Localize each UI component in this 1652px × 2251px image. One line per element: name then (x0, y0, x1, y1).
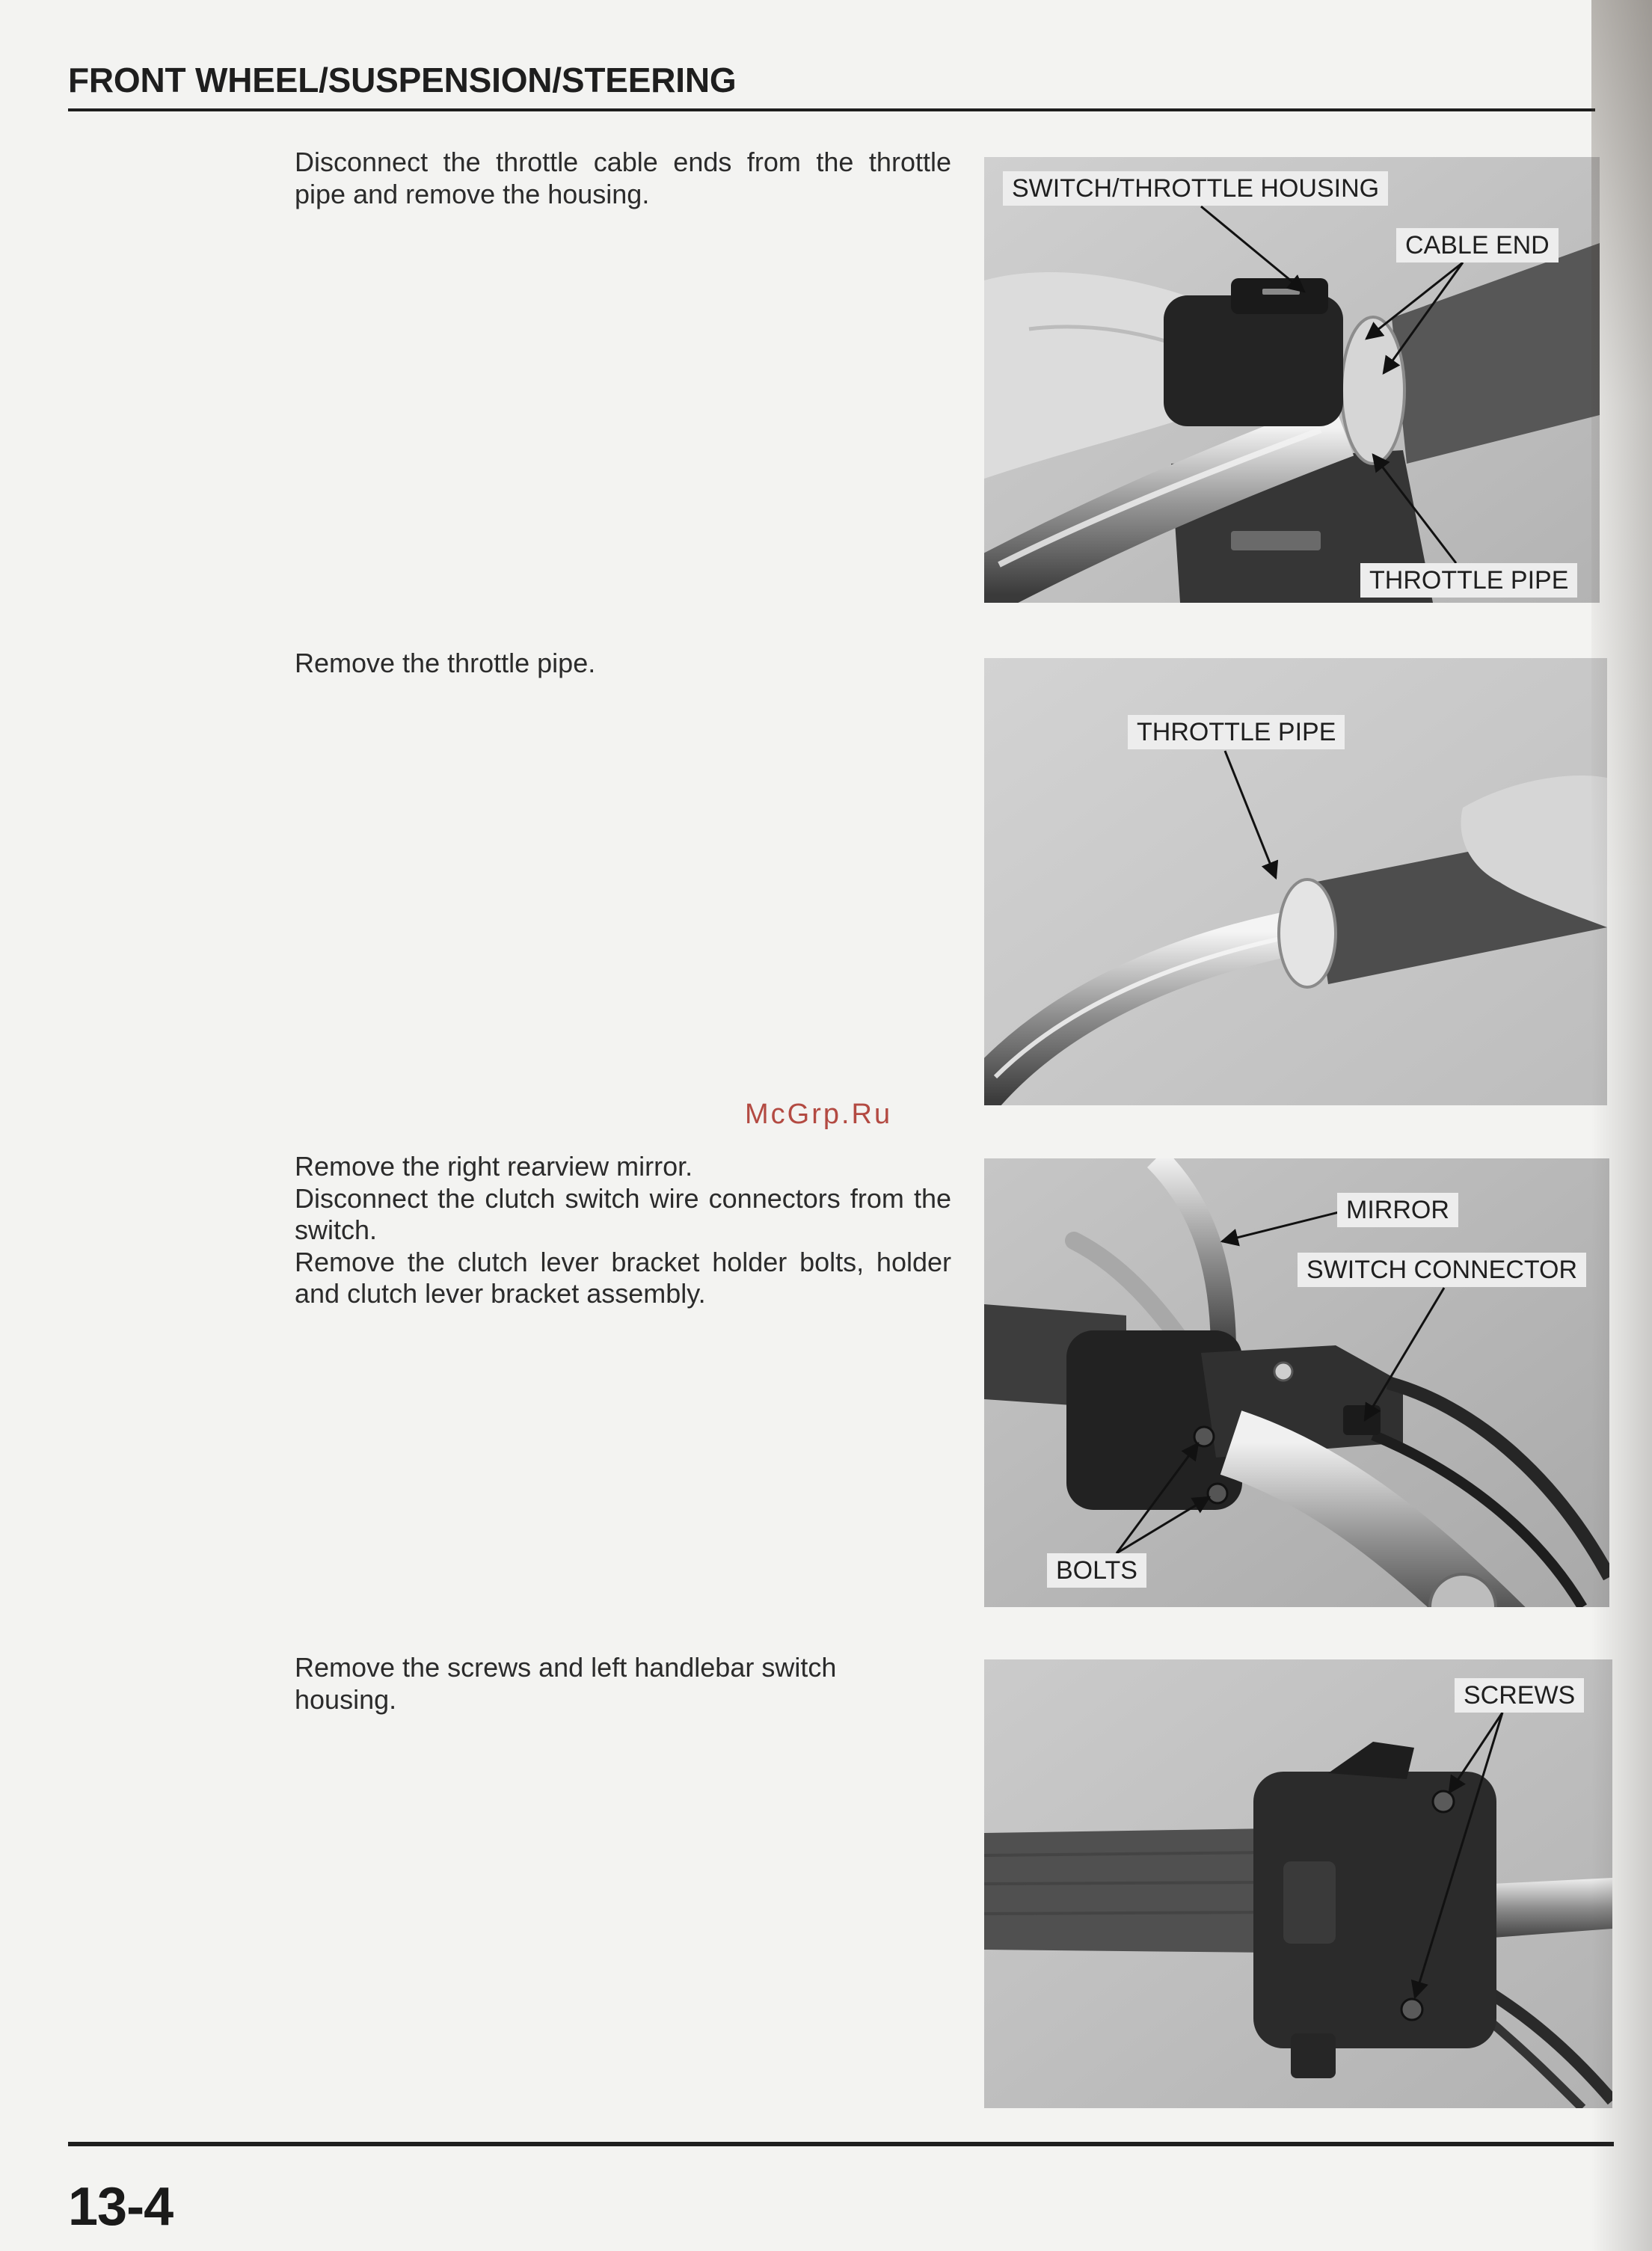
photo-throttle-pipe (984, 658, 1607, 1105)
watermark: McGrp.Ru (745, 1099, 893, 1130)
holder-bolt-lower (1208, 1484, 1227, 1503)
step-line: Disconnect the throttle cable ends from the throttle (295, 147, 951, 177)
step-2-text (295, 648, 951, 680)
label-switch-connector: SWITCH CONNECTOR (1298, 1253, 1586, 1287)
housing-top-switch (1231, 278, 1328, 314)
page-number: 13-4 (68, 2177, 174, 2237)
throttle-collar (1342, 317, 1404, 464)
label-throttle-pipe: THROTTLE PIPE (1128, 715, 1345, 749)
photo-1-drawing (984, 157, 1600, 603)
step-line: Remove the right rearview mirror. (295, 1151, 693, 1182)
label-cable-end: CABLE END (1396, 228, 1559, 262)
header-rule (68, 108, 1595, 111)
housing-button (1283, 1861, 1336, 1944)
photo-left-handlebar-switch (984, 1659, 1612, 2108)
bracket-tag (1231, 531, 1321, 550)
housing-marking (1262, 289, 1300, 295)
step-1-text (295, 147, 951, 210)
step-line: Remove the screws and left handlebar switch (295, 1652, 837, 1683)
section-title: FRONT WHEEL/SUSPENSION/STEERING (68, 61, 737, 99)
left-grip (984, 1828, 1268, 1953)
step-4-text (295, 1652, 951, 1716)
step-line: pipe and remove the housing. (295, 178, 650, 209)
label-switch-throttle-housing: SWITCH/THROTTLE HOUSING (1003, 171, 1388, 206)
step-line: Remove the clutch lever bracket holder bolts, holder (295, 1246, 951, 1277)
housing-lower-switch (1291, 2033, 1336, 2078)
photo-3-drawing (984, 1158, 1609, 1607)
step-line: housing. (295, 1683, 397, 1715)
step-line: switch. (295, 1214, 378, 1245)
switch-housing (1164, 295, 1343, 426)
step-line: and clutch lever bracket assembly. (295, 1278, 706, 1309)
throttle-pipe-collar (1279, 879, 1336, 987)
upper-screw (1433, 1791, 1454, 1812)
step-line: Disconnect the clutch switch wire connectors from the (295, 1182, 951, 1214)
chrome-handlebar (1493, 1878, 1612, 1938)
label-screws: SCREWS (1455, 1678, 1584, 1713)
label-mirror: MIRROR (1337, 1193, 1458, 1227)
step-3-text (295, 1151, 951, 1310)
photo-switch-throttle-housing (984, 157, 1600, 603)
label-bolts: BOLTS (1047, 1553, 1146, 1588)
photo-4-drawing (984, 1659, 1612, 2108)
step-line: Remove the throttle pipe. (295, 648, 596, 678)
lower-screw (1401, 1999, 1422, 2020)
photo-clutch-lever-bracket (984, 1158, 1609, 1607)
label-throttle-pipe: THROTTLE PIPE (1360, 563, 1577, 598)
footer-rule (68, 2142, 1614, 2146)
switch-connector (1343, 1405, 1381, 1435)
bracket-screw (1274, 1363, 1292, 1381)
